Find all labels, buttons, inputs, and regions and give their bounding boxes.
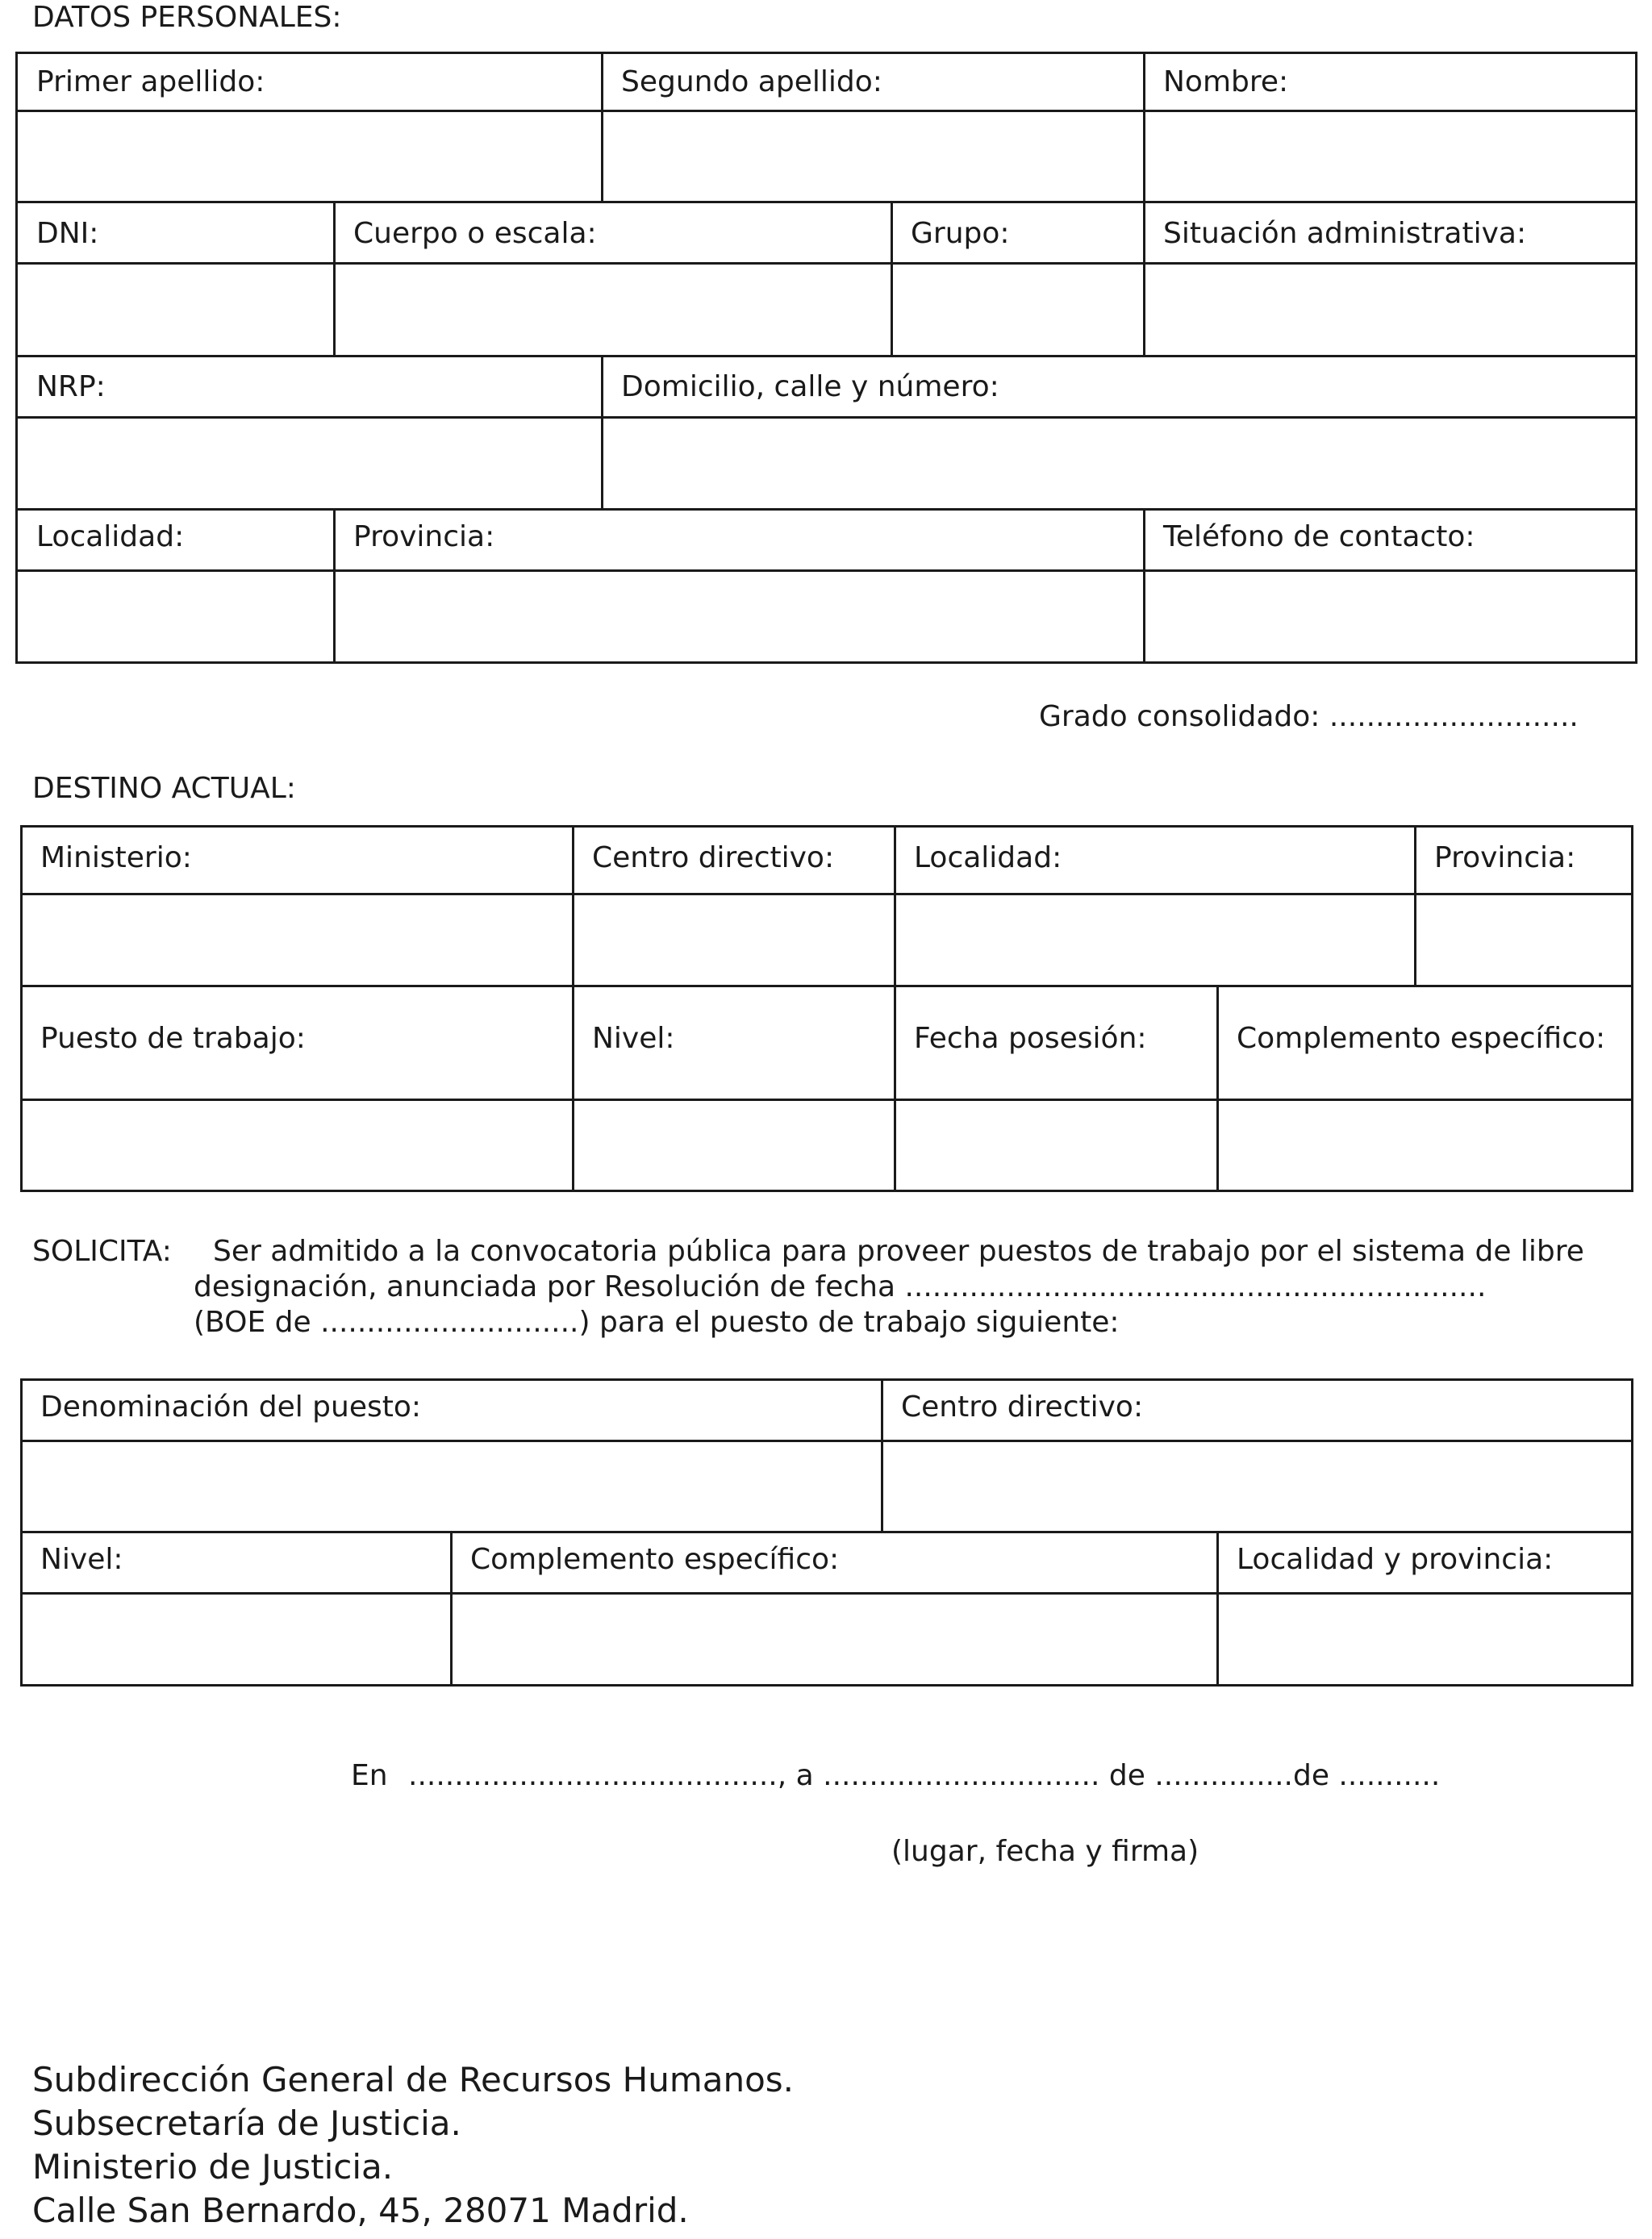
label-complemento-solicitado: Complemento específico: — [470, 1543, 840, 1576]
label-provincia: Provincia: — [353, 520, 495, 553]
solicita-label: SOLICITA: — [32, 1235, 172, 1268]
label-ministerio: Ministerio: — [40, 841, 192, 874]
solicita-line-1: Ser admitido a la convocatoria pública para proveer puestos de trabajo por el sistema de libre — [213, 1235, 1584, 1268]
label-nombre: Nombre: — [1163, 65, 1289, 98]
field-grupo[interactable] — [893, 265, 1141, 353]
field-localidad-provincia[interactable] — [1219, 1595, 1631, 1684]
solicita-line-3: (BOE de ............................) para el puesto de trabajo siguiente: — [194, 1306, 1120, 1339]
field-cuerpo-escala[interactable] — [336, 265, 889, 353]
field-provincia[interactable] — [336, 572, 1141, 661]
field-denominacion-puesto[interactable] — [23, 1442, 879, 1529]
label-dni: DNI: — [36, 217, 99, 250]
field-centro-directivo-actual[interactable] — [574, 895, 892, 983]
label-localidad-provincia: Localidad y provincia: — [1237, 1543, 1554, 1576]
label-puesto-trabajo: Puesto de trabajo: — [40, 1022, 306, 1055]
field-fecha-posesion[interactable] — [896, 1101, 1215, 1190]
field-nombre[interactable] — [1145, 112, 1635, 199]
field-puesto-trabajo[interactable] — [23, 1101, 570, 1190]
label-complemento-actual: Complemento específico: — [1237, 1022, 1606, 1055]
field-primer-apellido[interactable] — [18, 112, 599, 199]
label-centro-directivo-solicitado: Centro directivo: — [901, 1391, 1144, 1424]
label-denominacion-puesto: Denominación del puesto: — [40, 1391, 422, 1424]
field-localidad-actual[interactable] — [896, 895, 1412, 983]
address-line-4: Calle San Bernardo, 45, 28071 Madrid. — [32, 2191, 689, 2230]
solicita-line-2: designación, anunciada por Resolución de fecha ............................................................... — [194, 1270, 1487, 1303]
label-cuerpo-escala: Cuerpo o escala: — [353, 217, 597, 250]
field-situacion-administrativa[interactable] — [1145, 265, 1635, 353]
datos-personales-heading: DATOS PERSONALES: — [32, 1, 342, 34]
label-fecha-posesion: Fecha posesión: — [914, 1022, 1147, 1055]
address-line-2: Subsecretaría de Justicia. — [32, 2103, 461, 2143]
address-line-3: Ministerio de Justicia. — [32, 2147, 394, 2187]
label-primer-apellido: Primer apellido: — [36, 65, 265, 98]
label-localidad: Localidad: — [36, 520, 185, 553]
label-centro-directivo-actual: Centro directivo: — [592, 841, 835, 874]
label-situacion-administrativa: Situación administrativa: — [1163, 217, 1527, 250]
label-localidad-actual: Localidad: — [914, 841, 1062, 874]
grado-consolidado: Grado consolidado: ........................... — [1039, 700, 1579, 733]
field-nrp[interactable] — [18, 419, 599, 507]
field-nivel-actual[interactable] — [574, 1101, 892, 1190]
label-domicilio: Domicilio, calle y número: — [621, 370, 999, 403]
label-segundo-apellido: Segundo apellido: — [621, 65, 882, 98]
firma-en: En — [351, 1759, 388, 1792]
destino-actual-heading: DESTINO ACTUAL: — [32, 772, 296, 805]
address-line-1: Subdirección General de Recursos Humanos. — [32, 2060, 795, 2099]
label-grupo: Grupo: — [911, 217, 1010, 250]
firma-line: ........................................, a .............................. de ...............de ........... — [408, 1759, 1441, 1792]
field-complemento-solicitado[interactable] — [453, 1595, 1215, 1684]
field-ministerio[interactable] — [23, 895, 570, 983]
label-nivel-actual: Nivel: — [592, 1022, 675, 1055]
field-telefono[interactable] — [1145, 572, 1635, 661]
field-provincia-actual[interactable] — [1416, 895, 1631, 983]
label-nivel-solicitado: Nivel: — [40, 1543, 123, 1576]
field-complemento-actual[interactable] — [1219, 1101, 1631, 1190]
field-dni[interactable] — [18, 265, 332, 353]
label-provincia-actual: Provincia: — [1434, 841, 1576, 874]
field-nivel-solicitado[interactable] — [23, 1595, 448, 1684]
field-centro-directivo-solicitado[interactable] — [883, 1442, 1631, 1529]
label-telefono: Teléfono de contacto: — [1163, 520, 1475, 553]
firma-caption: (lugar, fecha y firma) — [891, 1835, 1199, 1868]
label-nrp: NRP: — [36, 370, 106, 403]
field-localidad[interactable] — [18, 572, 332, 661]
field-segundo-apellido[interactable] — [603, 112, 1141, 199]
field-domicilio[interactable] — [603, 419, 1635, 507]
